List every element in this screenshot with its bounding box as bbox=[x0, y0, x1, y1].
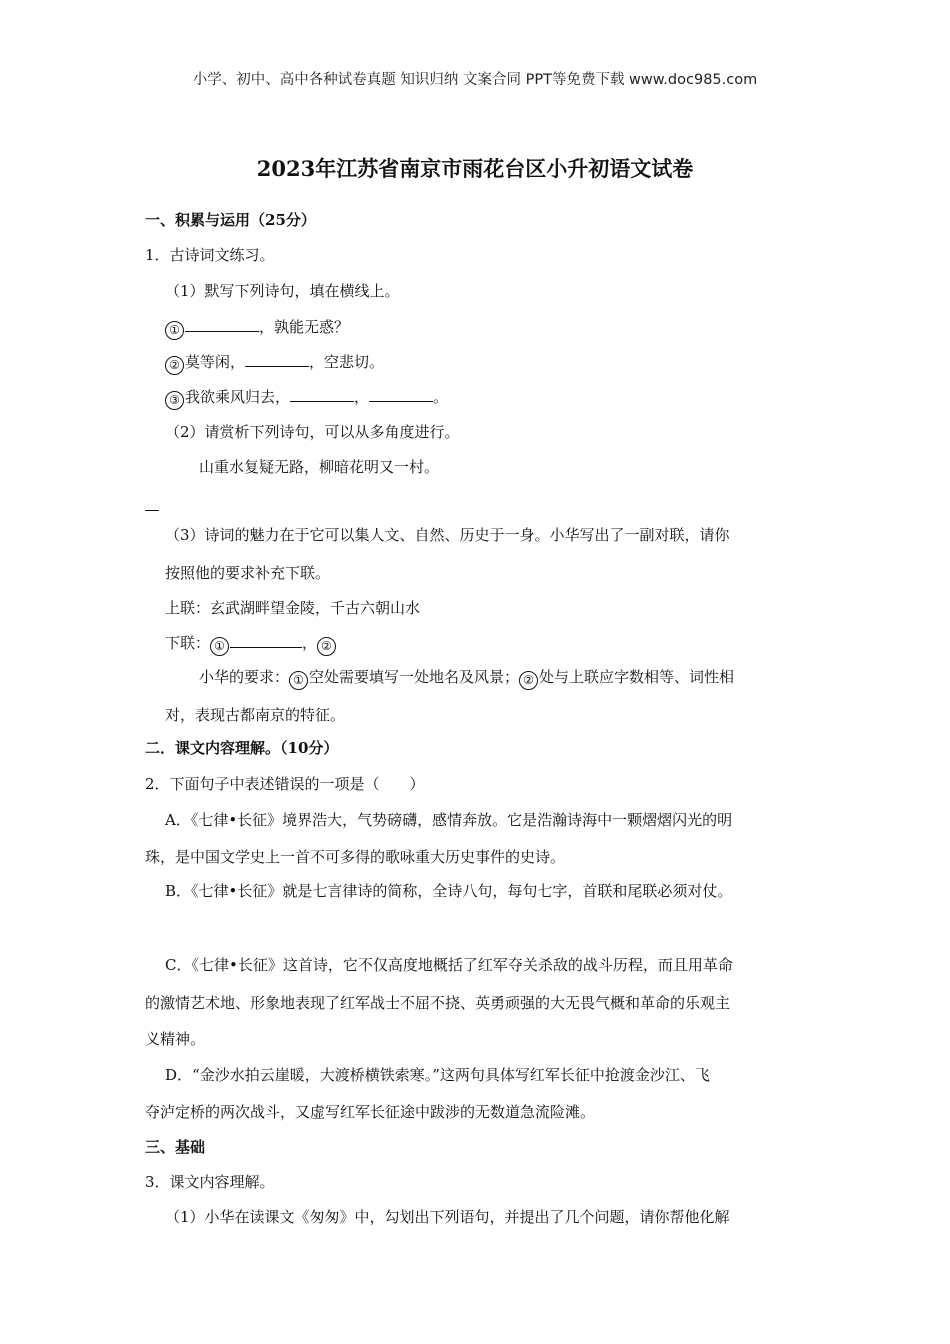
question-1-part-1: （1）默写下列诗句，填在横线上。 bbox=[165, 282, 400, 300]
question-3-part-1: （1）小华在读课文《匆匆》中，勾划出下列语句，并提出了几个问题，请你帮他化解 bbox=[165, 1208, 730, 1226]
fill-line-3-comma: ， bbox=[354, 388, 370, 406]
fill-line-1-text: ，孰能无惑？ bbox=[259, 318, 350, 336]
question-2: 2．下面句子中表述错误的一项是（ ） bbox=[145, 775, 425, 793]
requirement-line-2: 对，表现古都南京的特征。 bbox=[165, 706, 346, 724]
lower-couplet bbox=[165, 632, 337, 656]
blank-2[interactable] bbox=[245, 351, 309, 367]
fill-line-3-period: 。 bbox=[433, 388, 449, 406]
blank-3[interactable] bbox=[290, 386, 354, 402]
circled-number-2: ② bbox=[317, 637, 336, 656]
circled-number-2: ② bbox=[165, 356, 184, 375]
circled-number-3: ③ bbox=[165, 391, 184, 410]
question-1-part-2: （2）请赏析下列诗句，可以从多角度进行。 bbox=[165, 423, 460, 441]
blank-4[interactable] bbox=[369, 386, 433, 402]
requirement-part-2: 处与上联应字数相等、词性相 bbox=[539, 668, 735, 686]
fill-line-2-head: 莫等闲， bbox=[185, 353, 246, 371]
lower-couplet-label: 下联： bbox=[165, 634, 211, 652]
fill-line-3-head: 我欲乘风归去， bbox=[185, 388, 291, 406]
section-2-heading: 二．课文内容理解。（10分） bbox=[145, 739, 339, 757]
option-c-line-1: C．《七律•长征》这首诗，它不仅高度地概括了红军夺关杀敌的战斗历程，而且用革命 bbox=[165, 956, 733, 974]
requirement-line-1 bbox=[199, 667, 734, 690]
question-1-part-3-line-1: （3）诗词的魅力在于它可以集人文、自然、历史于一身。小华写出了一副对联，请你 bbox=[165, 526, 730, 544]
poem-line: 山重水复疑无路，柳暗花明又一村。 bbox=[199, 458, 440, 476]
requirement-label: 小华的要求： bbox=[199, 668, 290, 686]
circled-number-1: ① bbox=[289, 671, 308, 690]
option-b: B．《七律•长征》就是七言律诗的简称，全诗八句，每句七字，首联和尾联必须对仗。 bbox=[165, 882, 733, 900]
circled-number-1: ① bbox=[210, 637, 229, 656]
fill-line-2-tail: ，空悲切。 bbox=[309, 353, 385, 371]
option-a-line-1: A．《七律•长征》境界浩大，气势磅礴，感情奔放。它是浩瀚诗海中一颗熠熠闪光的明 bbox=[165, 811, 733, 829]
question-3: 3．课文内容理解。 bbox=[145, 1173, 275, 1191]
question-1: 1．古诗词文练习。 bbox=[145, 246, 275, 264]
exam-title: 2023年江苏省南京市雨花台区小升初语文试卷 bbox=[256, 156, 694, 181]
option-a-line-2: 珠，是中国文学史上一首不可多得的歌咏重大历史事件的史诗。 bbox=[145, 848, 566, 866]
section-1-heading: 一、积累与运用（25分） bbox=[145, 211, 316, 229]
blank-1[interactable] bbox=[185, 316, 259, 332]
circled-number-1: ① bbox=[165, 321, 184, 340]
requirement-part-1: 空处需要填写一处地名及风景； bbox=[309, 668, 520, 686]
blank-lower-1[interactable] bbox=[230, 632, 302, 648]
fill-line-1 bbox=[165, 316, 349, 340]
section-3-heading: 三、基础 bbox=[145, 1138, 206, 1156]
option-c-line-3: 义精神。 bbox=[145, 1030, 206, 1048]
option-d-line-1: D．“金沙水拍云崖暖，大渡桥横铁索寒。”这两句具体写红军长征中抢渡金沙江、飞 bbox=[165, 1066, 710, 1084]
option-c-line-2: 的激情艺术地、形象地表现了红军战士不屈不挠、英勇顽强的大无畏气概和革命的乐观主 bbox=[145, 994, 731, 1012]
fill-line-2 bbox=[165, 351, 384, 375]
option-d-line-2: 夺泸定桥的两次战斗，又虚写红军长征途中跋涉的无数道急流险滩。 bbox=[145, 1103, 596, 1121]
page-header: 小学、初中、高中各种试卷真题 知识归纳 文案合同 PPT等免费下载 www.doc985.com bbox=[192, 72, 758, 88]
answer-dash bbox=[145, 510, 159, 511]
lower-couplet-comma: ， bbox=[302, 634, 318, 652]
fill-line-3 bbox=[165, 386, 448, 410]
question-1-part-3-line-2: 按照他的要求补充下联。 bbox=[165, 564, 331, 582]
circled-number-2: ② bbox=[519, 671, 538, 690]
upper-couplet: 上联：玄武湖畔望金陵，千古六朝山水 bbox=[165, 599, 421, 617]
